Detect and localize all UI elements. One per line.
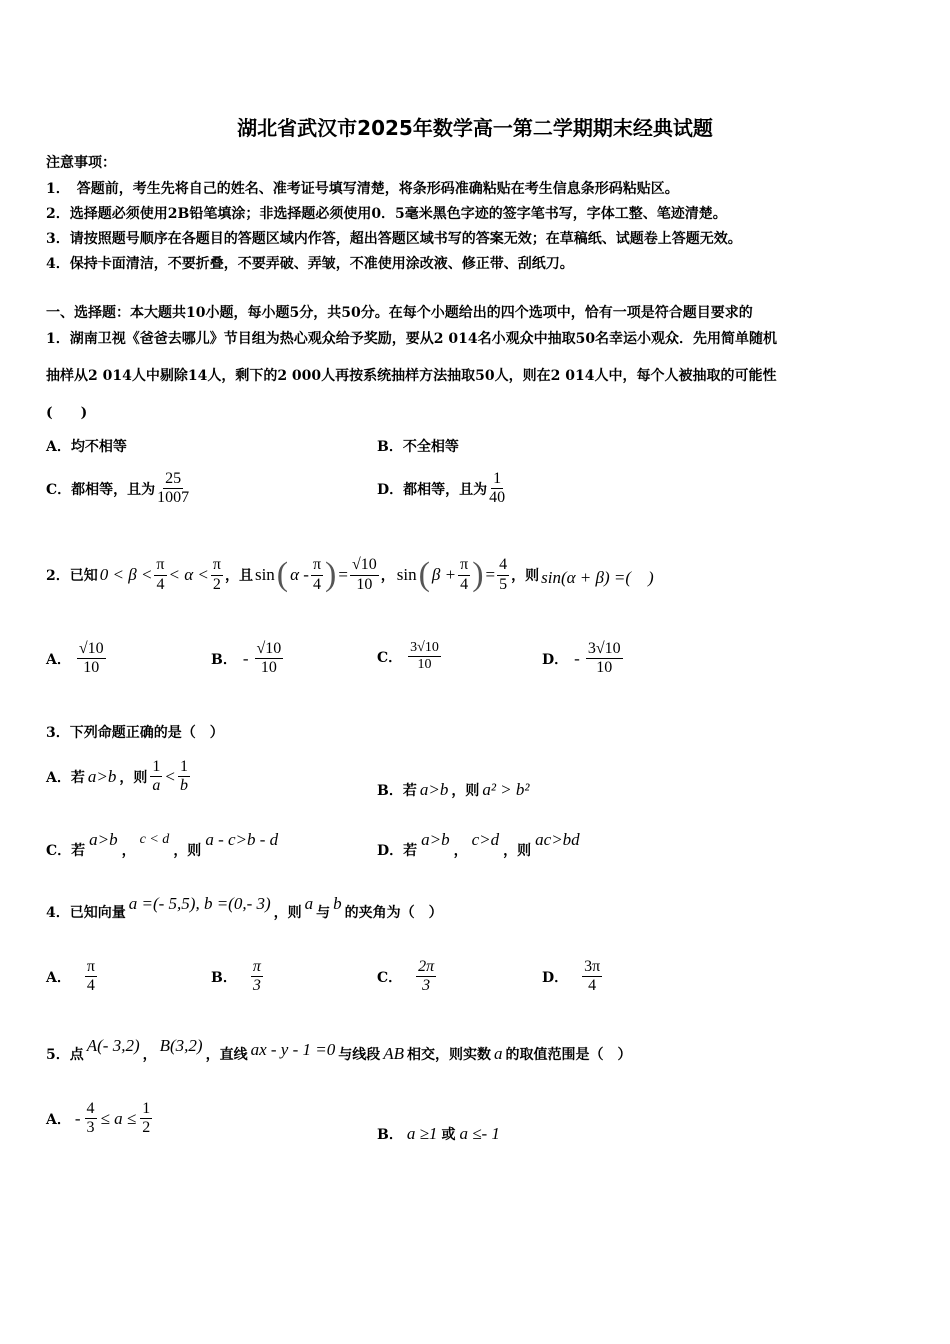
- math: c < d: [139, 832, 170, 847]
- text: ，直线: [205, 1047, 248, 1063]
- q2-frac-r10: [350, 556, 379, 594]
- frac-num: π: [311, 556, 323, 575]
- q2-frac-45: [497, 556, 509, 594]
- frac-num: π: [211, 556, 223, 575]
- option-label: A．: [46, 1111, 71, 1128]
- q5-option-b: [377, 1124, 500, 1144]
- option-label: A．: [46, 969, 71, 986]
- math: A(- 3,2): [86, 1036, 140, 1055]
- frac-den: 10: [83, 659, 100, 677]
- q2-tail: sin(α + β) =( ): [541, 567, 654, 587]
- q4-option-d: [542, 958, 602, 996]
- text: ，: [453, 843, 468, 859]
- text: 的夹角为（ ）: [344, 905, 443, 921]
- q2-frac-pi4c: [458, 556, 470, 594]
- q2-option-c: [377, 640, 441, 673]
- math: a>b: [89, 830, 118, 849]
- math: a² > b²: [482, 780, 530, 799]
- text: 4．已知向量: [46, 905, 126, 921]
- math: ac>bd: [535, 830, 580, 849]
- frac-den: 3: [252, 977, 261, 995]
- frac-den: 10: [356, 575, 373, 593]
- frac-num: 1: [140, 1100, 152, 1119]
- option-label: B．若: [377, 783, 417, 799]
- option-fraction: [251, 958, 263, 996]
- option-label: B．: [377, 1127, 403, 1143]
- math: c>d: [471, 830, 500, 849]
- option-fraction: [77, 640, 106, 678]
- section-heading: 一、选择题：本大题共10小题，每小题5分，共50分。在每个小题给出的四个选项中，恰有一项是符合题目要求的: [46, 305, 753, 321]
- frac-den: a: [152, 777, 161, 795]
- frac-num: π: [251, 958, 263, 977]
- text: ，: [121, 843, 136, 859]
- math: AB: [383, 1044, 405, 1063]
- q2-eq: =: [338, 565, 348, 584]
- option-fraction: [140, 1100, 152, 1138]
- math: a>b: [421, 830, 450, 849]
- q4-option-a: [46, 958, 97, 996]
- math: ax - y - 1 =0: [250, 1040, 336, 1059]
- frac-num: 3√10: [408, 640, 441, 657]
- frac-den: 4: [156, 575, 165, 593]
- q2-expr2: β +: [431, 565, 457, 584]
- q1-option-c-fraction: [155, 470, 191, 508]
- q1-option-d-fraction: [487, 470, 507, 508]
- frac-num: 1: [491, 470, 503, 489]
- option-fraction: [255, 640, 284, 678]
- q2-sin2: sin: [396, 565, 417, 584]
- q3-stem: 3．下列命题正确的是（ ）: [46, 725, 224, 741]
- paren-open: (: [276, 556, 289, 593]
- frac-den: 4: [86, 977, 95, 995]
- option-label: A．若: [46, 769, 85, 786]
- text: ，则: [119, 769, 148, 786]
- q4-option-b: [211, 958, 263, 996]
- option-label: D．: [542, 651, 569, 668]
- q1-option-c-label: C．都相等，且为: [46, 481, 156, 498]
- q1-option-c: [46, 470, 191, 508]
- q2-ze: ，则: [511, 568, 540, 584]
- frac-1a: [150, 758, 162, 796]
- frac-num: 1: [150, 758, 162, 777]
- math: <: [165, 766, 175, 786]
- q2-comma: ，: [380, 568, 395, 584]
- q1-stem-line1: 1．湖南卫视《爸爸去哪儿》节目组为热心观众给予奖励，要从2 014名小观众中抽取50名幸运小观众．先用简单随机: [46, 331, 778, 347]
- text: 与: [316, 905, 331, 921]
- text: ，则: [173, 843, 202, 859]
- text: ，则: [273, 905, 302, 921]
- frac-num: π: [85, 958, 97, 977]
- option-label: B．: [211, 651, 237, 668]
- option-fraction: [586, 640, 623, 678]
- q4-option-c: [377, 958, 436, 996]
- q2-option-b: [211, 640, 283, 678]
- q1-stem-line2: 抽样从2 014人中剔除14人，剩下的2 000人再按系统抽样方法抽取50人，则在2 014人中，每个人被抽取的可能性: [46, 368, 777, 384]
- q1-option-a: A．均不相等: [46, 439, 127, 455]
- math: a =(- 5,5), b =(0,- 3): [128, 894, 271, 913]
- q4-stem: [46, 894, 443, 922]
- math: a: [494, 1044, 503, 1063]
- frac-den: 40: [489, 489, 506, 507]
- q2-expr1: α -: [290, 565, 309, 584]
- q1-stem-line3: ( ): [46, 405, 88, 421]
- option-fraction: [85, 1100, 97, 1138]
- math: a ≥1: [406, 1124, 438, 1143]
- option-fraction: [582, 958, 602, 996]
- q3-option-a: [46, 758, 190, 796]
- frac-1b: [178, 758, 190, 796]
- option-label: D．: [542, 969, 569, 986]
- q3-option-d: [377, 830, 580, 860]
- frac-num: 4: [85, 1100, 97, 1119]
- text: 与线段: [338, 1047, 381, 1063]
- frac-den: 10: [260, 659, 277, 677]
- frac-num: √10: [255, 640, 284, 659]
- math: a ≤- 1: [459, 1124, 500, 1143]
- math: B(3,2): [159, 1036, 203, 1055]
- q2-stem: [46, 556, 654, 594]
- frac-num: 25: [163, 470, 183, 489]
- neg-sign: -: [74, 1108, 81, 1128]
- neg-sign: -: [574, 648, 580, 668]
- q2-frac-pi4: [154, 556, 166, 594]
- frac-den: 2: [212, 575, 221, 593]
- frac-den: 4: [588, 977, 597, 995]
- q5-stem: [46, 1036, 632, 1064]
- frac-den: 4: [313, 575, 321, 593]
- frac-den: 3: [86, 1119, 95, 1137]
- frac-den: 10: [417, 657, 432, 673]
- frac-num: 4: [497, 556, 509, 575]
- text: 5．点: [46, 1047, 84, 1063]
- text: ，则: [451, 783, 480, 799]
- frac-num: √10: [77, 640, 106, 659]
- frac-den: b: [179, 777, 188, 795]
- q2-frac-pi4b: [311, 556, 323, 594]
- math: b: [333, 894, 342, 913]
- frac-den: 5: [499, 575, 508, 593]
- option-label: C．: [377, 969, 403, 986]
- text: 或: [441, 1127, 456, 1143]
- frac-den: 10: [596, 659, 613, 677]
- frac-den: 2: [142, 1119, 151, 1137]
- q1-option-d: [377, 470, 507, 508]
- notice-item: 3．请按照题号顺序在各题目的答题区域内作答，超出答题区域书写的答案无效；在草稿纸、试题卷上答题无效。: [46, 231, 742, 247]
- text: 相交，则实数: [407, 1047, 492, 1063]
- q2-option-a: [46, 640, 106, 678]
- q2-prefix: 2．已知: [46, 568, 98, 584]
- page-title: 湖北省武汉市2025年数学高一第二学期期末经典试题: [237, 116, 713, 140]
- math: a - c>b - d: [205, 830, 279, 849]
- neg-sign: -: [242, 648, 249, 668]
- q2-cond: 0 < β <: [99, 565, 153, 584]
- math: a>b: [419, 780, 449, 799]
- paren-open: (: [418, 556, 430, 593]
- q3-option-b: [377, 780, 530, 800]
- frac-num: 1: [178, 758, 190, 777]
- option-label: C．若: [46, 843, 86, 859]
- notice-item: 4．保持卡面清洁，不要折叠，不要弄破、弄皱，不准使用涂改液、修正带、刮纸刀。: [46, 256, 574, 272]
- text: 的取值范围是（ ）: [505, 1047, 632, 1063]
- frac-num: √10: [350, 556, 379, 575]
- q2-eq2: =: [485, 565, 496, 584]
- q2-alpha-cond: < α <: [168, 565, 209, 584]
- option-fraction: [416, 958, 436, 996]
- option-label: D．若: [377, 843, 418, 859]
- math: a>b: [87, 766, 117, 786]
- frac-num: 3π: [582, 958, 602, 977]
- q1-option-d-label: D．都相等，且为: [377, 481, 488, 498]
- frac-den: 1007: [157, 489, 190, 507]
- frac-num: π: [154, 556, 166, 575]
- q2-sin1: sin: [254, 565, 275, 584]
- frac-den: 4: [460, 575, 469, 593]
- option-label: A．: [46, 651, 71, 668]
- option-fraction: [408, 640, 441, 673]
- paren-close: ): [472, 556, 484, 593]
- notice-item: 2．选择题必须使用2B铅笔填涂；非选择题必须使用0．5毫米黑色字迹的签字笔书写，字体工整、笔迹清楚。: [46, 206, 727, 222]
- math: ≤ a ≤: [100, 1108, 137, 1128]
- q1-option-b: B．不全相等: [377, 439, 459, 455]
- frac-num: 3√10: [586, 640, 623, 659]
- q3-option-c: [46, 830, 279, 860]
- option-label: C．: [377, 649, 403, 666]
- q5-option-a: [46, 1100, 152, 1138]
- notice-item: 1． 答题前，考生先将自己的姓名、准考证号填写清楚，将条形码准确粘贴在考生信息条形码粘贴区。: [46, 181, 679, 197]
- frac-num: π: [458, 556, 470, 575]
- paren-close: ): [325, 556, 337, 593]
- notice-heading: 注意事项：: [46, 155, 116, 171]
- frac-num: 2π: [416, 958, 436, 977]
- q2-frac-pi2: [211, 556, 223, 594]
- text: ，则: [503, 843, 532, 859]
- q2-option-d: [542, 640, 623, 678]
- frac-den: 3: [422, 977, 431, 995]
- q2-qie: ，且: [224, 568, 253, 584]
- option-fraction: [85, 958, 97, 996]
- math: a: [304, 894, 314, 913]
- option-label: B．: [211, 969, 237, 986]
- text: ，: [142, 1047, 157, 1063]
